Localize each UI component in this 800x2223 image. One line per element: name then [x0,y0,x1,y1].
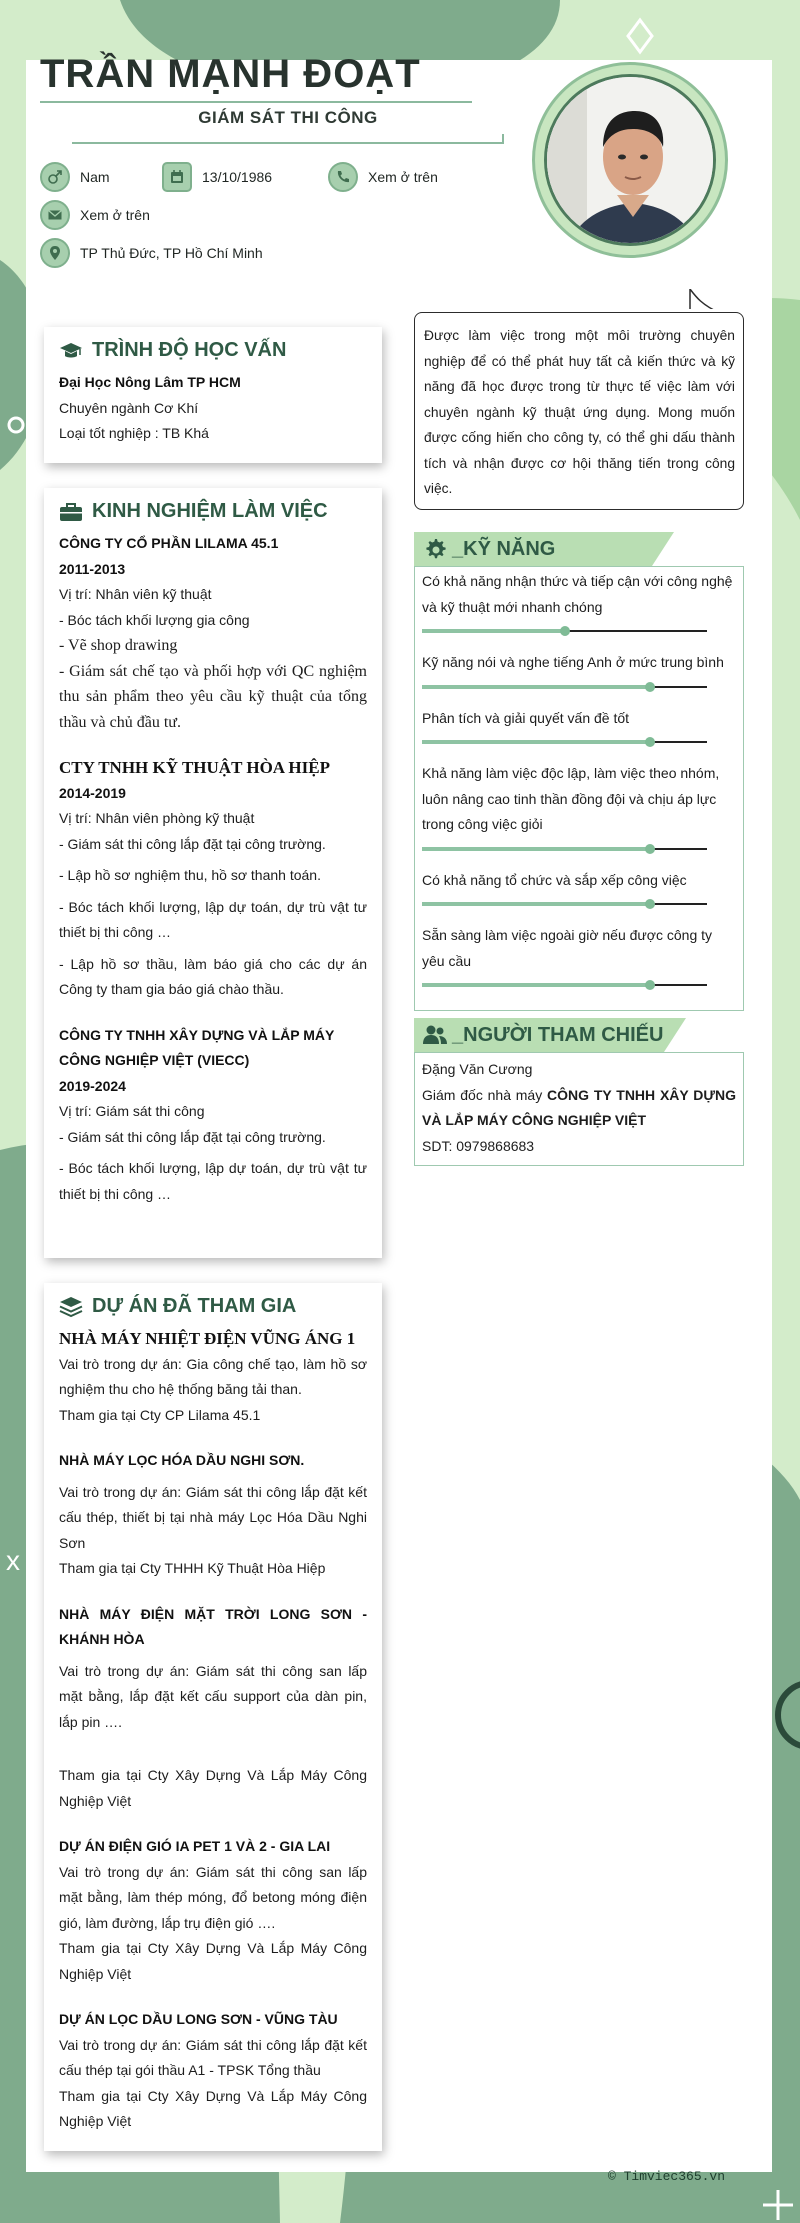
project-company: Tham gia tại Cty CP Lilama 45.1 [59,1406,261,1423]
skills-header: _KỸ NĂNG [414,532,744,566]
projects-section [44,1283,382,2151]
project-role: Vai trò trong dự án: Giám sát thi công san lấp mặt bằng, lắp đặt kết cấu support của dàn pin, lắp pin …. [59,1662,367,1730]
skills-section [414,532,744,1011]
project-name: NHÀ MÁY LỌC HÓA DẦU NGHI SƠN. [59,1452,305,1468]
gear-icon [422,536,448,562]
project-item [59,1602,367,1815]
job-task: - Bóc tách khối lượng gia công [59,611,250,628]
skill-level-bar [422,897,707,911]
job-task: - Bóc tách khối lượng, lập dự toán, dự trù vật tư thiết bị thi công … [59,1160,367,1202]
avatar [544,74,716,246]
title-underline [72,134,504,144]
project-name: DỰ ÁN ĐIỆN GIÓ IA PET 1 VÀ 2 - GIA LAI [59,1838,331,1854]
email-icon [40,200,70,230]
education-major: Chuyên ngành Cơ Khí [59,399,199,416]
project-role: Vai trò trong dự án: Gia công chế tạo, làm hồ sơ nghiệm thu cho hệ thống băng tải than. [59,1355,367,1397]
job-position: Vị trí: Giám sát thi công [59,1103,205,1119]
education-school: Đại Học Nông Lâm TP HCM [59,374,241,390]
project-role: Vai trò trong dự án: Giám sát thi công lắp đặt kết cấu thép, thiết bị tại nhà máy Lọc Hóa Dầu Nghi Sơn [59,1483,367,1551]
project-item [59,2007,367,2135]
job-company: CTY TNHH KỸ THUẬT HÒA HIỆP [59,758,330,777]
project-item [59,1834,367,1987]
job-company: CÔNG TY TNHH XÂY DỰNG VÀ LẮP MÁY CÔNG NGHIỆP VIỆT (VIECC) [59,1026,335,1068]
job-task: - Lập hồ sơ thầu, làm báo giá cho các dự án Công ty tham gia báo giá chào thầu. [59,955,367,997]
footer-credit: © Timviec365.vn [608,2169,726,2184]
job-task: - Giám sát chế tạo và phối hợp với QC nghiệm thu sản phẩm theo yêu cầu kỹ thuật của tổng thầu và chủ đầu tư. [59,662,367,731]
job-task: - Giám sát thi công lắp đặt tại công trường. [59,1128,326,1145]
education-header: TRÌNH ĐỘ HỌC VẤN [59,339,367,362]
skill-item [422,761,736,856]
project-item [59,1326,367,1428]
job-period: 2011-2013 [59,560,126,577]
project-company: Tham gia tại Cty Xây Dựng Và Lắp Máy Công Nghiệp Việt [59,1767,367,1809]
skills-list [414,566,744,1011]
job-title: GIÁM SÁT THI CÔNG [198,108,378,127]
job-item [59,1023,367,1208]
references-section [414,1018,744,1166]
experience-header: KINH NGHIỆM LÀM VIỆC [59,500,367,523]
job-task: - Bóc tách khối lượng, lập dự toán, dự trù vật tư thiết bị thi công … [59,898,367,940]
job-task: - Vẽ shop drawing [59,637,178,654]
job-position: Vị trí: Nhân viên phòng kỹ thuật [59,810,255,826]
skill-level-bar [422,680,707,694]
contact-dob: 13/10/1986 [162,162,272,192]
project-name: NHÀ MÁY ĐIỆN MẶT TRỜI LONG SƠN - KHÁNH HÒA [59,1605,367,1647]
name-underline [40,101,472,103]
projects-header: DỰ ÁN ĐÃ THAM GIA [59,1295,367,1318]
skill-level-bar [422,735,707,749]
skill-level-bar [422,842,707,856]
skill-item [422,650,736,694]
contact-phone: Xem ở trên [328,162,438,192]
project-name: DỰ ÁN LỌC DẦU LONG SƠN - VŨNG TÀU [59,2011,338,2027]
job-period: 2014-2019 [59,784,126,801]
gender-icon [40,162,70,192]
reference-name: Đặng Văn Cương [422,1061,533,1077]
references-header: _NGƯỜI THAM CHIẾU [414,1018,744,1052]
project-item [59,1448,367,1582]
skill-label: Kỹ năng nói và nghe tiếng Anh ở mức trung bình [422,654,724,670]
job-task: - Lập hồ sơ nghiệm thu, hồ sơ thanh toán. [59,867,321,883]
skill-label: Sẵn sàng làm việc ngoài giờ nếu được công ty yêu cầu [422,927,713,969]
job-task: - Giám sát thi công lắp đặt tại công trường. [59,835,326,852]
layers-icon [59,1296,83,1318]
project-company: Tham gia tại Cty THHH Kỹ Thuật Hòa Hiệp [59,1560,326,1576]
phone-icon [328,162,358,192]
avatar-frame [532,62,728,258]
project-name: NHÀ MÁY NHIỆT ĐIỆN VŨNG ÁNG 1 [59,1329,356,1348]
reference-item [414,1052,744,1166]
svg-text:x: x [6,1545,20,1576]
graduation-cap-icon [59,340,83,362]
job-company: CÔNG TY CỔ PHẦN LILAMA 45.1 [59,535,279,551]
reference-role: Giám đốc nhà máy CÔNG TY TNHH XÂY DỰNG VÀ LẮP MÁY CÔNG NGHIỆP VIỆT [422,1086,736,1128]
career-objective: Được làm việc trong một môi trường chuyên nghiệp để có thể phát huy tất cả kiến thức và kỹ năng đã học được trong từ thực tế việc làm với chuyên ngành kỹ thuật ứng dụng. Mong muốn được cống hiến cho công ty, có thể ghi dấu thành tích và nhận được cơ hội thăng tiến trong công việc. [414,312,744,510]
project-company: Tham gia tại Cty Xây Dựng Và Lắp Máy Công Nghiệp Việt [59,1940,367,1982]
project-role: Vai trò trong dự án: Giám sát thi công lắp đặt kết cấu thép tại gói thầu A1 - TPSK Tổng thầu [59,2036,367,2078]
skill-item [422,868,736,912]
skill-label: Phân tích và giải quyết vấn đề tốt [422,709,630,726]
skill-item [422,923,736,992]
job-item [59,531,367,735]
project-company: Tham gia tại Cty Xây Dựng Và Lắp Máy Công Nghiệp Việt [59,2087,367,2129]
skill-item [422,706,736,750]
reference-company: CÔNG TY TNHH XÂY DỰNG VÀ LẮP MÁY CÔNG NGHIỆP VIỆT [422,1086,736,1128]
education-grade: Loại tốt nghiệp : TB Khá [59,425,209,441]
contact-email: Xem ở trên [40,200,150,230]
location-icon [40,238,70,268]
job-position: Vị trí: Nhân viên kỹ thuật [59,586,212,602]
reference-phone: SDT: 0979868683 [422,1137,535,1154]
skill-level-bar [422,624,707,638]
skill-label: Có khả năng tổ chức và sắp xếp công việc [422,871,687,888]
contact-gender: Nam [40,162,110,192]
project-role: Vai trò trong dự án: Giám sát thi công san lấp mặt bằng, làm thép móng, đổ betong móng điện gió, làm đường, lắp trụ điện gió …. [59,1863,367,1931]
experience-section [44,488,382,1258]
profile-photo [547,77,716,246]
candidate-name: TRẦN MẠNH ĐOẠT [40,52,421,96]
skill-label: Có khả năng nhận thức và tiếp cận với công nghệ và kỹ thuật mới nhanh chóng [422,573,733,615]
skill-item [422,569,736,638]
skill-label: Khả năng làm việc độc lập, làm việc theo nhóm, luôn nâng cao tinh thần đồng đội và chịu áp lực trong công việc giỏi [422,765,720,832]
users-icon [422,1022,448,1048]
calendar-icon [162,162,192,192]
job-item [59,755,367,1003]
briefcase-icon [59,501,83,523]
education-section [44,327,382,463]
contact-address: TP Thủ Đức, TP Hồ Chí Minh [40,238,263,268]
job-period: 2019-2024 [59,1077,126,1094]
skill-level-bar [422,978,707,992]
